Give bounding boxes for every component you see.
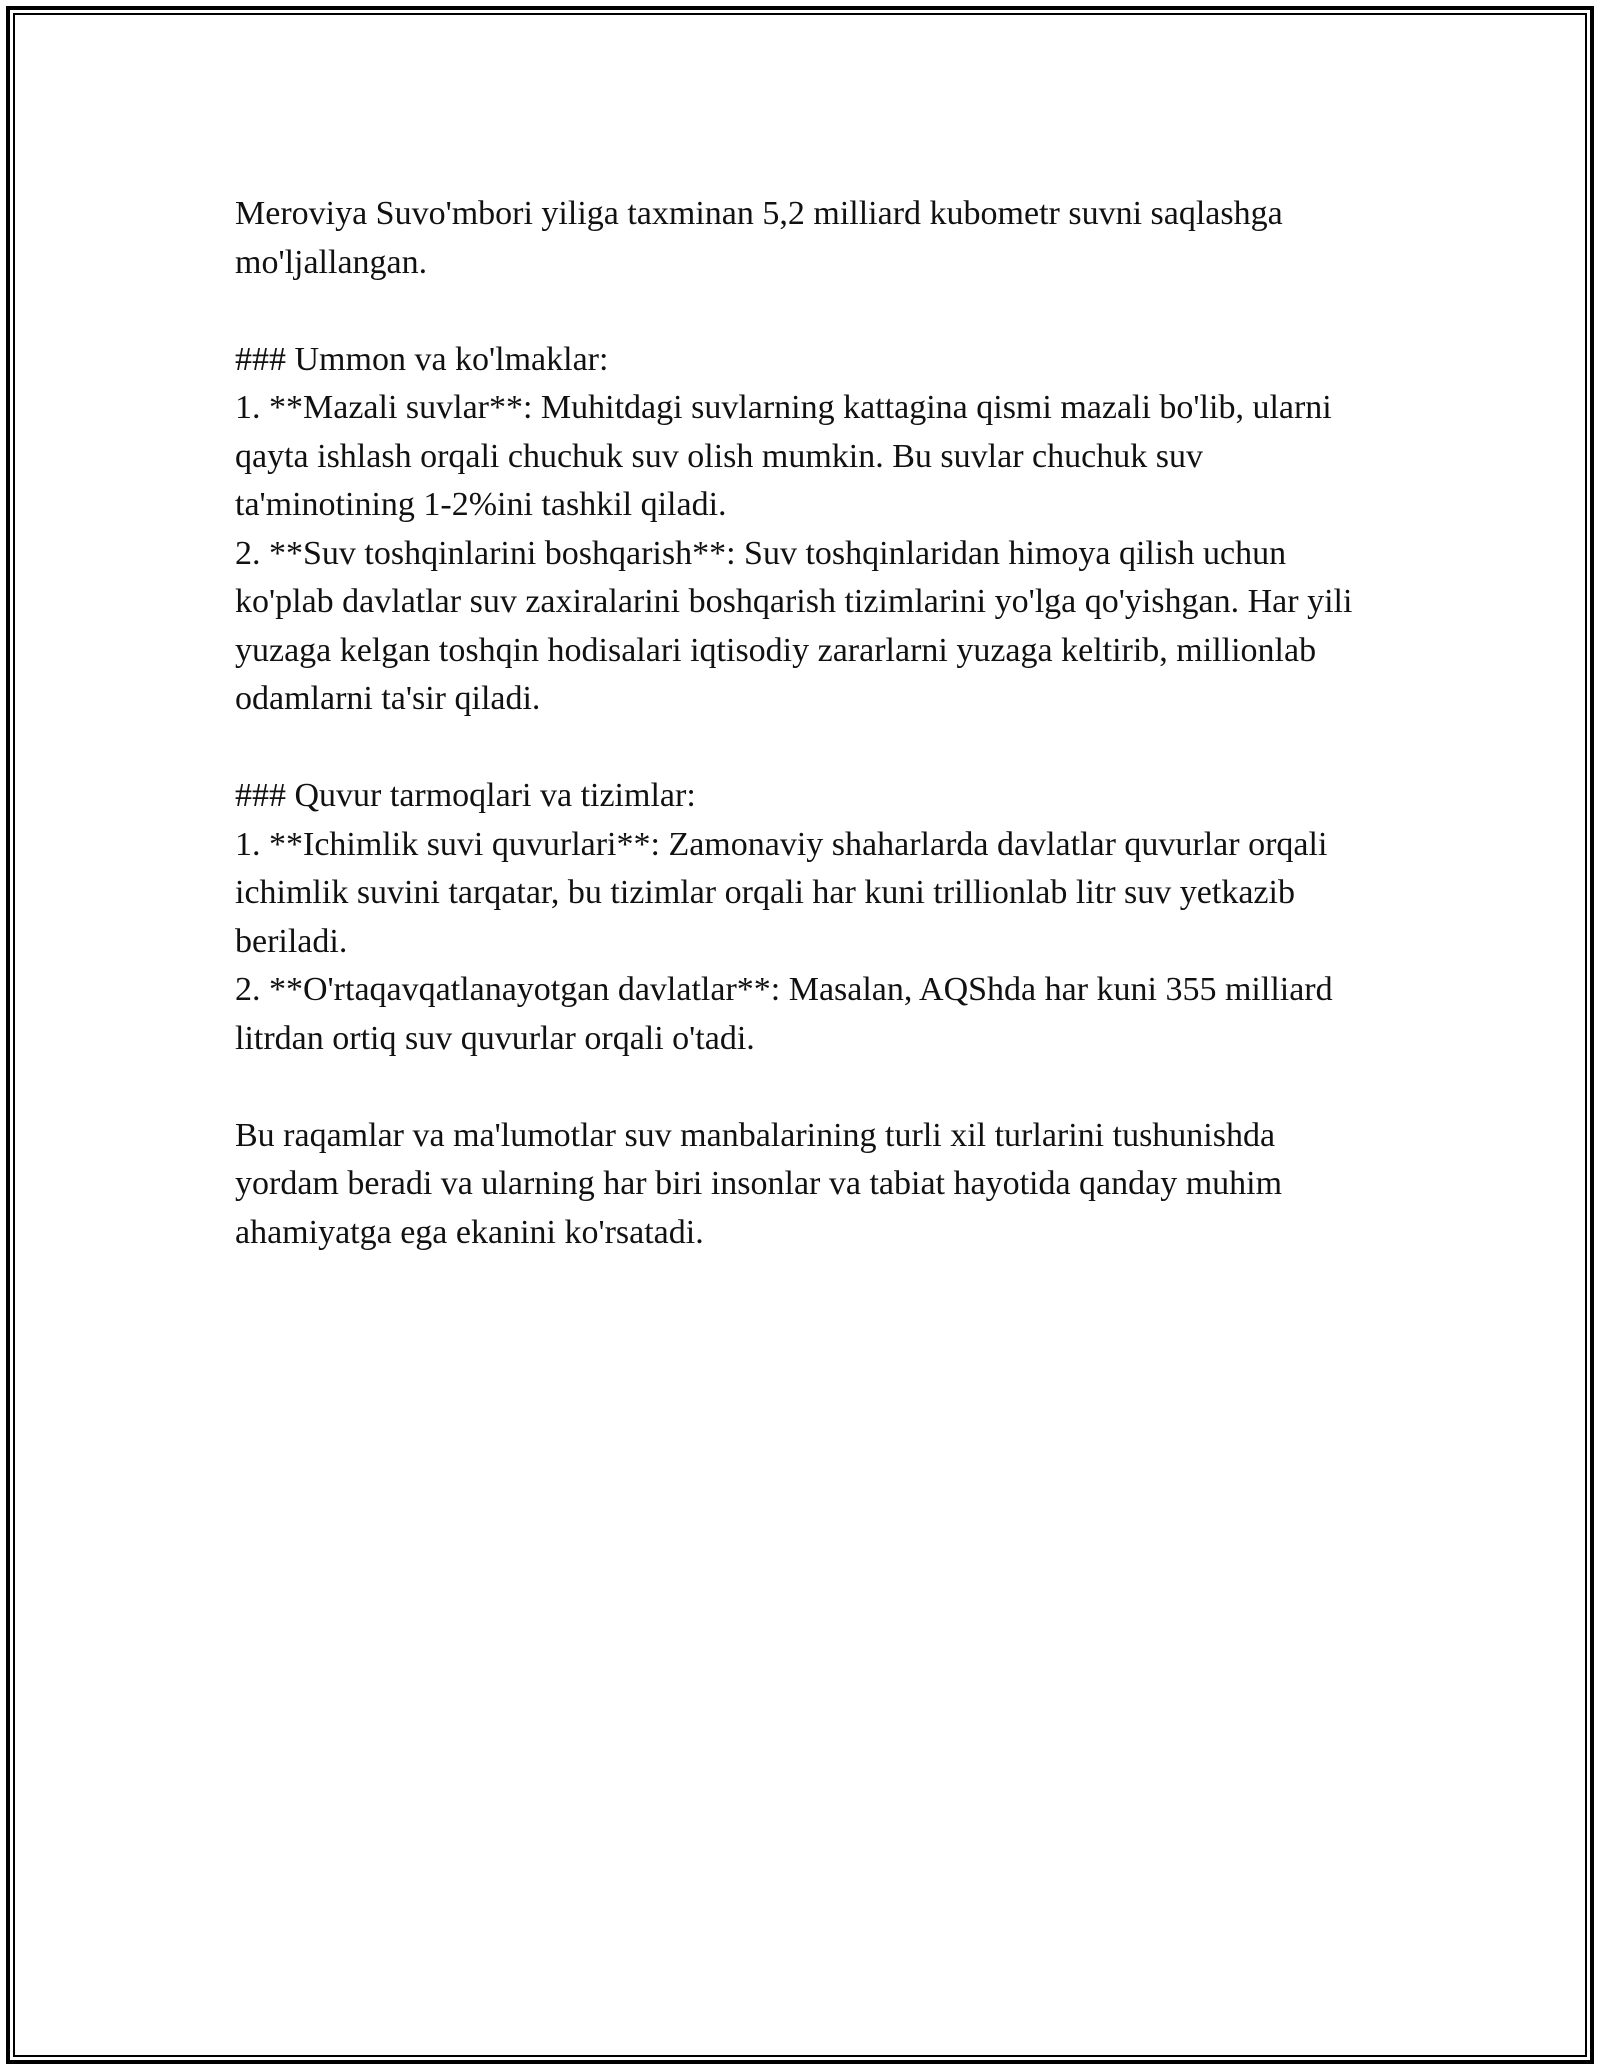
list-item: 2. **Suv toshqinlarini boshqarish**: Suv toshqinlaridan himoya qilish uchun ko'plab davlatlar suv zaxiralarini boshqarish tizimlarini yo'lga qo'yishgan. Har yili yuzaga kelgan toshqin hodisalari iqtisodiy zararlarni yuzaga keltirib, millionlab odamlarni ta'sir qiladi. <box>235 534 1353 717</box>
section-quvur <box>235 772 1380 1063</box>
paragraph-gap <box>235 287 1380 336</box>
document-body <box>235 190 1380 1257</box>
paragraph-gap <box>235 724 1380 773</box>
paragraph-gap <box>235 1063 1380 1112</box>
list-item: 1. **Ichimlik suvi quvurlari**: Zamonaviy shaharlarda davlatlar quvurlar orqali ichimlik suvini tarqatar, bu tizimlar orqali har kuni trillionlab litr suv yetkazib beriladi. <box>235 825 1328 960</box>
section-heading: ### Quvur tarmoqlari va tizimlar: <box>235 777 696 814</box>
section-ummon <box>235 336 1380 724</box>
list-item: 1. **Mazali suvlar**: Muhitdagi suvlarning kattagina qismi mazali bo'lib, ularni qayta ishlash orqali chuchuk suv olish mumkin. Bu suvlar chuchuk suv ta'minotining 1-2%ini tashkil qiladi. <box>235 389 1332 523</box>
list-item: 2. **O'rtaqavqatlanayotgan davlatlar**: Masalan, AQShda har kuni 355 milliard litrdan ortiq suv quvurlar orqali o'tadi. <box>235 971 1333 1057</box>
intro-paragraph: Meroviya Suvo'mbori yiliga taxminan 5,2 milliard kubometr suvni saqlashga mo'ljallangan. <box>235 195 1283 281</box>
conclusion-paragraph: Bu raqamlar va ma'lumotlar suv manbalarining turli xil turlarini tushunishda yordam beradi va ularning har biri insonlar va tabiat hayotida qanday muhim ahamiyatga ega ekanini ko'rsatadi. <box>235 1116 1283 1251</box>
section-heading: ### Ummon va ko'lmaklar: <box>235 340 609 378</box>
